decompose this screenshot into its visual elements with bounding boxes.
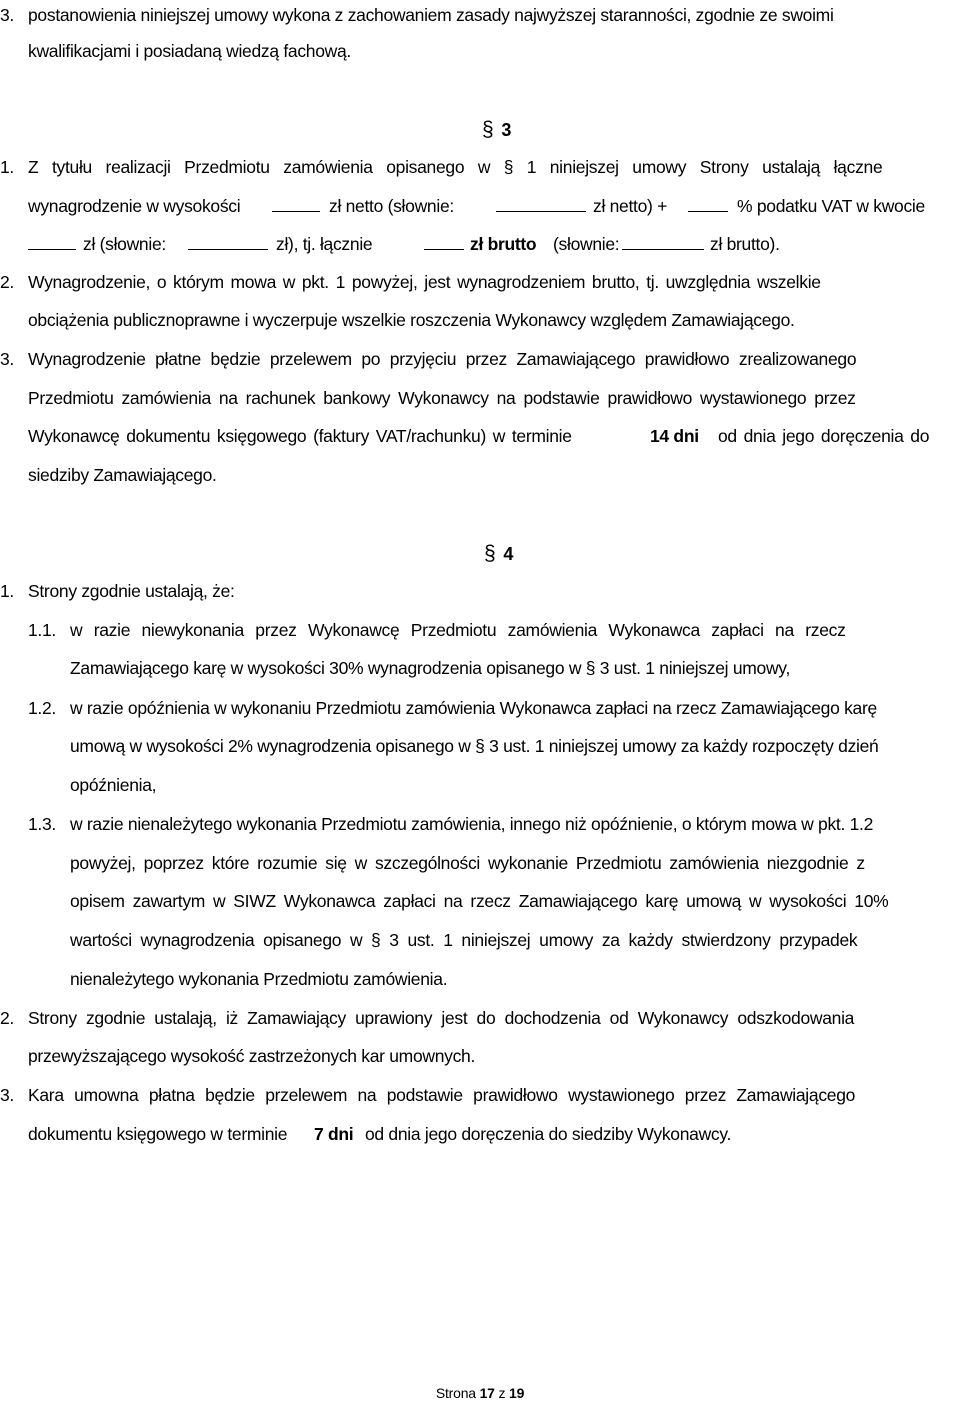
footer-label: Strona — [435, 1385, 476, 1401]
item-number: 3. — [0, 5, 14, 25]
section-3-heading — [482, 118, 511, 142]
item-number: 1. — [0, 157, 14, 177]
text-line: przewyższającego wysokość zastrzeżonych kar umownych. — [28, 1046, 476, 1066]
text-line: w razie niewykonania przez Wykonawcę Przedmiotu zamówienia Wykonawca zapłaci na rzecz — [70, 620, 846, 640]
text-line: Z tytułu realizacji Przedmiotu zamówienia opisanego w § 1 niniejszej umowy Strony ustalają łączne — [28, 157, 883, 177]
item-number: 1. — [0, 581, 14, 601]
text-line: Strony zgodnie ustalają, iż Zamawiający uprawiony jest do dochodzenia od Wykonawcy odszkodowania — [28, 1008, 855, 1028]
text-fragment: od dnia jego doręczenia do siedziby Wykonawcy. — [365, 1124, 732, 1144]
text-line: nienależytego wykonania Przedmiotu zamówienia. — [70, 969, 448, 989]
text-fragment: (słownie: — [553, 234, 620, 254]
text-fragment-bold: 7 dni — [314, 1124, 354, 1144]
footer-page-number: 17 — [479, 1385, 495, 1401]
text-line: kwalifikacjami i posiadaną wiedzą fachową. — [28, 41, 351, 61]
item-number: 1.3. — [28, 814, 56, 834]
text-line: powyżej, poprzez które rozumie się w szczególności wykonanie Przedmiotu zamówienia niezgodnie z — [70, 853, 865, 873]
blank-field-vat-amount — [28, 235, 76, 250]
item-number: 2. — [0, 272, 14, 292]
page-footer — [0, 1385, 960, 1401]
blank-field-vat-percent — [688, 197, 728, 212]
text-fragment: Wykonawcę dokumentu księgowego (faktury VAT/rachunku) w terminie — [28, 426, 572, 446]
blank-field-gross — [424, 235, 464, 250]
section-number: 4 — [503, 544, 514, 564]
item-number: 1.1. — [28, 620, 56, 640]
text-line: Wynagrodzenie płatne będzie przelewem po przyjęciu przez Zamawiającego prawidłowo zrealizowanego — [28, 349, 857, 369]
section-4-heading — [484, 542, 513, 566]
text-fragment: zł (słownie: — [83, 234, 166, 254]
text-fragment: od dnia jego doręczenia do — [718, 426, 930, 446]
text-fragment: zł netto) + — [593, 196, 668, 216]
section-number: 3 — [501, 120, 512, 140]
text-line: Przedmiotu zamówienia na rachunek bankowy Wykonawcy na podstawie prawidłowo wystawionego przez — [28, 388, 856, 408]
text-fragment: % podatku VAT w kwocie — [737, 196, 925, 216]
blank-field-amount-net — [272, 197, 320, 212]
footer-total-pages: 19 — [508, 1385, 525, 1401]
text-fragment: zł brutto). — [710, 234, 780, 254]
text-line: Zamawiającego karę w wysokości 30% wynagrodzenia opisanego w § 3 ust. 1 niniejszej umowy, — [70, 658, 791, 678]
item-number: 1.2. — [28, 698, 56, 718]
section-symbol: § — [482, 118, 494, 141]
text-line: postanowienia niniejszej umowy wykona z zachowaniem zasady najwyższej staranności, zgodnie ze swoimi — [28, 5, 834, 25]
text-fragment: wynagrodzenie w wysokości — [28, 196, 241, 216]
text-line: wartości wynagrodzenia opisanego w § 3 ust. 1 niniejszej umowy za każdy stwierdzony przypadek — [70, 930, 858, 950]
text-fragment: dokumentu księgowego w terminie — [28, 1124, 288, 1144]
blank-field-gross-words — [622, 235, 704, 250]
footer-of: z — [498, 1385, 506, 1401]
text-line: obciążenia publicznoprawne i wyczerpuje wszelkie roszczenia Wykonawcy względem Zamawiającego. — [28, 310, 795, 330]
text-line: umową w wysokości 2% wynagrodzenia opisanego w § 3 ust. 1 niniejszej umowy za każdy rozpoczęty dzień — [70, 736, 879, 756]
blank-field-vat-words — [188, 235, 268, 250]
text-line: siedziby Zamawiającego. — [28, 465, 217, 485]
text-line: w razie nienależytego wykonania Przedmiotu zamówienia, innego niż opóźnienie, o którym mowa w pkt. 1.2 — [70, 814, 874, 834]
text-fragment: zł), tj. łącznie — [276, 234, 373, 254]
text-line: Wynagrodzenie, o którym mowa w pkt. 1 powyżej, jest wynagrodzeniem brutto, tj. uwzględnia wszelkie — [28, 272, 821, 292]
text-fragment: zł netto (słownie: — [329, 196, 454, 216]
text-fragment-bold: zł brutto — [470, 234, 537, 254]
section-symbol: § — [484, 542, 496, 565]
text-line: opóźnienia, — [70, 775, 157, 795]
blank-field-words-net — [496, 197, 586, 212]
item-number: 3. — [0, 1085, 14, 1105]
item-number: 3. — [0, 349, 14, 369]
text-fragment-bold: 14 dni — [650, 426, 699, 446]
item-number: 2. — [0, 1008, 14, 1028]
text-line: opisem zawartym w SIWZ Wykonawca zapłaci na rzecz Zamawiającego karę umową w wysokości 10% — [70, 891, 889, 911]
text-line: w razie opóźnienia w wykonaniu Przedmiotu zamówienia Wykonawca zapłaci na rzecz Zamawiającego karę — [70, 698, 877, 718]
text-line: Kara umowna płatna będzie przelewem na podstawie prawidłowo wystawionego przez Zamawiającego — [28, 1085, 856, 1105]
text-line: Strony zgodnie ustalają, że: — [28, 581, 235, 601]
